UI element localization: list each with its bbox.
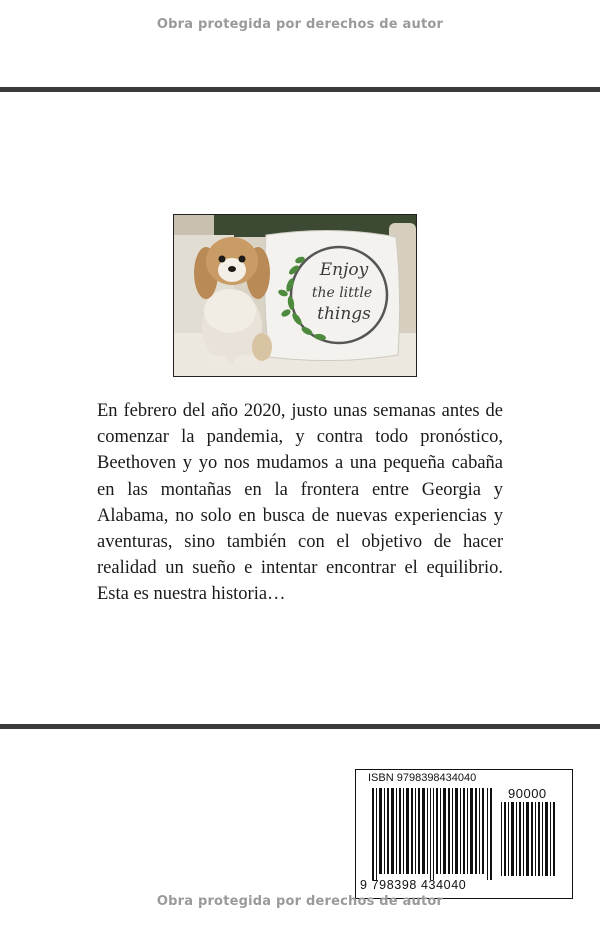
copyright-watermark-bottom: Obra protegida por derechos de autor [156, 894, 444, 909]
price-code: 90000 [508, 786, 547, 801]
addon-barcode-bars [501, 802, 557, 876]
isbn-barcode [355, 769, 573, 899]
back-cover-blurb: En febrero del año 2020, justo unas semanas antes de comenzar la pandemia, y contra todo pronóstico, Beethoven y yo nos mudamos a una pequeña cabaña en las montañas en la frontera entre Georgia y Alabama, no solo en busca de nuevas experiencias y aventuras, sino también con el objetivo de hacer realidad un sueño e intentar encontrar el equilibrio. Esta es nuestra historia… [97, 401, 503, 605]
top-divider [0, 87, 600, 92]
pillow-text-1: Enjoy [319, 260, 369, 280]
bottom-divider [0, 724, 600, 729]
isbn-digits: 9 798398 434040 [360, 878, 467, 892]
isbn-label: ISBN 9798398434040 [368, 772, 477, 784]
pillow-text-3: things [317, 304, 371, 324]
copyright-watermark-top: Obra protegida por derechos de autor [156, 17, 444, 32]
cover-photo [173, 214, 417, 377]
pillow-text-2: the little [311, 285, 373, 301]
barcode-bars [372, 788, 494, 880]
